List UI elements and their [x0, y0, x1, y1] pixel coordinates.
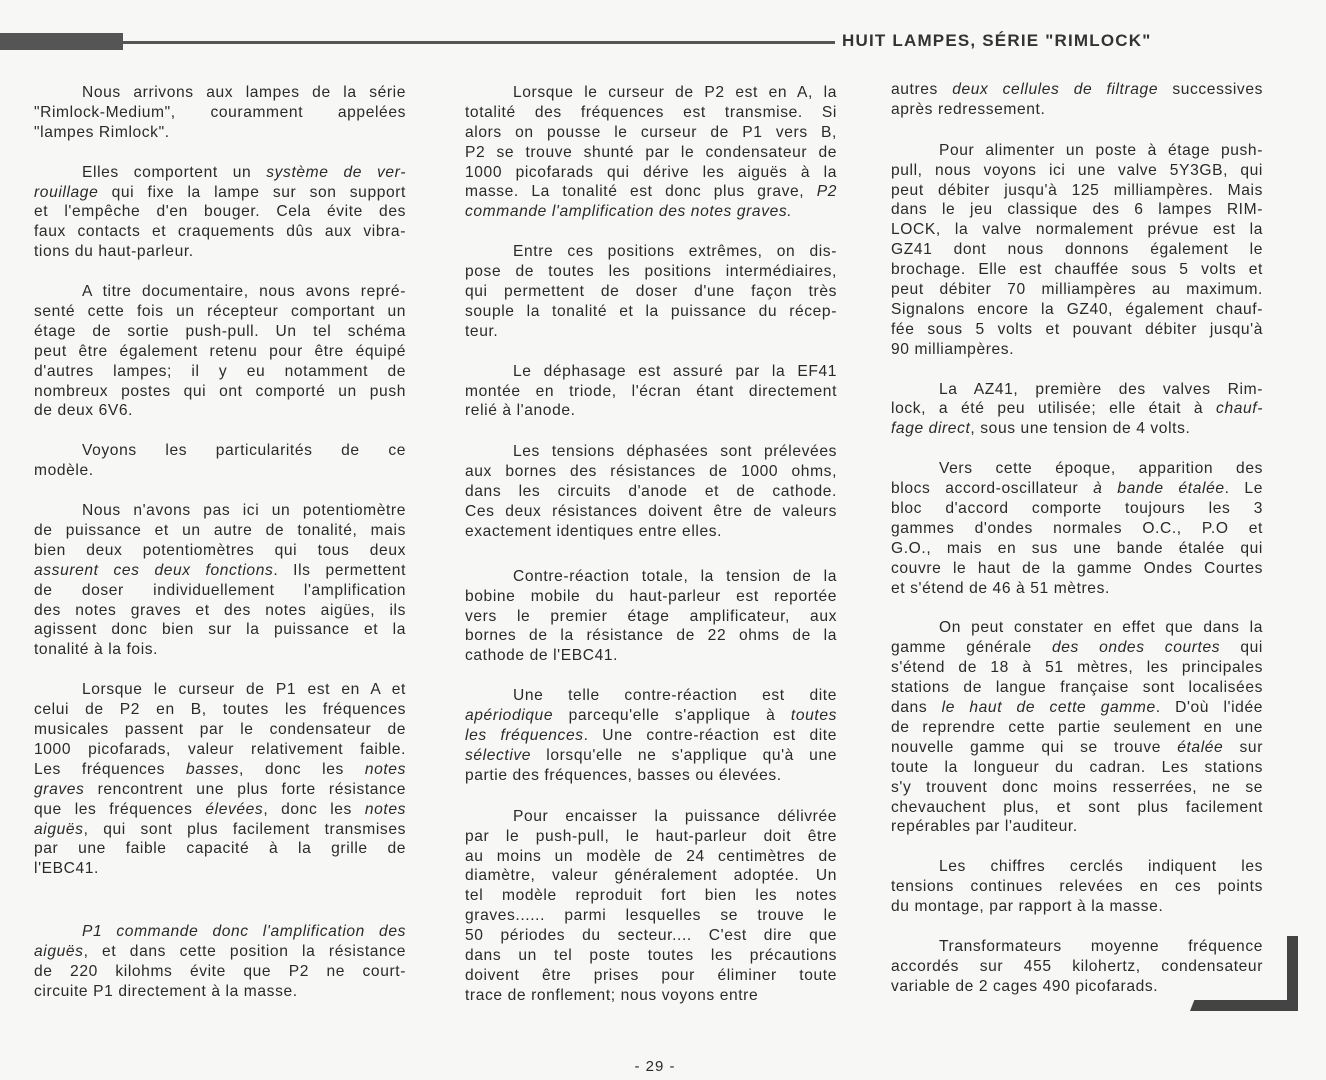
paragraph [891, 459, 1263, 598]
text-line [465, 202, 837, 222]
text: tensions continues relevées en ces points [891, 878, 1263, 896]
text: lock, a été peu utilisée; elle était à [891, 400, 1217, 418]
text-line [34, 362, 406, 382]
text: circuite P1 directement à la masse. [34, 982, 298, 1000]
text: P2 se trouve shunté par le condensateur de [465, 143, 837, 161]
text-line [34, 720, 406, 740]
text-line [34, 123, 406, 143]
text: LOCK, la valve normalement prévue est la [891, 221, 1263, 239]
text-line [891, 260, 1263, 280]
text-column-middle [465, 83, 837, 1006]
text: tel modèle reproduit fort bien les notes [465, 887, 837, 905]
text-column-right [891, 80, 1263, 997]
text: bobine mobile du haut-parleur est reportée [465, 587, 837, 605]
paragraph [891, 937, 1263, 997]
italic-text: deux cellules de filtrage [952, 81, 1159, 98]
text: couvre le haut de la gamme Ondes Courtes [891, 559, 1263, 577]
text: , sous une tension de 4 volts. [970, 420, 1191, 438]
text-line [34, 282, 406, 302]
text-line [891, 499, 1263, 519]
text: 50 périodes du secteur.... C'est dire que [465, 927, 837, 945]
text: pull, nous voyons ici une valve 5Y3GB, qui [891, 161, 1263, 179]
text-line [891, 738, 1263, 758]
text-line [891, 758, 1263, 778]
italic-text: fage direct [891, 420, 971, 438]
paragraph [34, 501, 406, 660]
text-line [465, 746, 837, 766]
corner-mark [1190, 1000, 1298, 1011]
text-line [465, 926, 837, 946]
paragraph [465, 83, 837, 222]
text-line [465, 322, 837, 342]
text: Voyons les particularités de ce [82, 442, 406, 460]
text-line [891, 141, 1263, 161]
text-line [34, 302, 406, 322]
text: accordés sur 455 kilohertz, condensateur [891, 957, 1263, 975]
text-line [465, 123, 837, 143]
text-line [34, 680, 406, 700]
text: tonalité à la fois. [34, 641, 159, 659]
text: "lampes Rimlock". [34, 123, 170, 141]
text: GZ41 dont nous donnons également le [891, 241, 1263, 259]
text: s'y trouvent donc moins resserrées, ne se [891, 778, 1263, 796]
text: de 220 kilohms évite que P2 ne court- [34, 962, 406, 980]
text: vers le premier étage amplificateur, aux [465, 607, 837, 625]
text: du montage, par rapport à la masse. [891, 898, 1164, 916]
text: dans un tel poste toutes les précautions [465, 946, 837, 964]
text-line [34, 800, 406, 820]
text-line [891, 937, 1263, 957]
paragraph [34, 441, 406, 481]
text: faux contacts et craquements dûs aux vibra- [34, 223, 406, 241]
italic-text: chauf- [1216, 400, 1263, 418]
text: . D'où l'idée [1155, 699, 1263, 717]
text-line [34, 521, 406, 541]
text: nombreux postes qui ont comporté un push [34, 382, 406, 400]
italic-text: P2 [816, 183, 837, 201]
text: après redressement. [891, 100, 1046, 118]
text: Contre-réaction totale, la tension de la [513, 567, 837, 585]
text: , qui sont plus facilement transmises [83, 820, 406, 838]
text-line [891, 579, 1263, 599]
text-line [891, 320, 1263, 340]
text-line [891, 698, 1263, 718]
text: qui fixe la lampe sur son support [98, 183, 406, 201]
text: de deux 6V6. [34, 402, 134, 420]
text: G.O., mais en sus une bande étalée qui [891, 539, 1263, 557]
text-line [465, 362, 837, 382]
text: , donc les [239, 760, 365, 778]
text-line [891, 220, 1263, 240]
paragraph [34, 282, 406, 421]
italic-text: aiguës [34, 943, 84, 961]
text: étage de sortie push-pull. Un tel schéma [34, 322, 406, 340]
text: , et dans cette position la résistance [83, 943, 406, 961]
text: 1000 picofarads, valeur relativement faible. [34, 740, 406, 758]
italic-text: élevées [205, 800, 264, 818]
italic-text: assurent ces deux fonctions [34, 561, 274, 579]
text-line [34, 620, 406, 640]
text-line [465, 686, 837, 706]
paragraph [465, 242, 837, 341]
text: exactement identiques entre elles. [465, 522, 723, 540]
text: bloc d'accord comporte toujours les 3 [891, 500, 1263, 518]
text: de doser individuellement l'amplification [34, 581, 406, 599]
italic-text: notes [364, 800, 406, 818]
text-line [465, 986, 837, 1006]
header-bar-block [0, 33, 123, 50]
text-line [891, 618, 1263, 638]
text-line [891, 539, 1263, 559]
italic-text: toutes [790, 707, 837, 725]
text: de puissance et un autre de tonalité, mais [34, 522, 406, 540]
text-line [891, 897, 1263, 917]
text-line [34, 581, 406, 601]
paragraph [891, 380, 1263, 440]
text: pose de toutes les positions intermédiaires, [465, 263, 837, 281]
text-line [465, 807, 837, 827]
text-line [891, 559, 1263, 579]
text-line [891, 280, 1263, 300]
text-line [891, 200, 1263, 220]
text-line [34, 820, 406, 840]
text-line [34, 401, 406, 421]
text-line [34, 242, 406, 262]
italic-text: les fréquences [465, 727, 584, 745]
text-line [465, 143, 837, 163]
text-line [34, 740, 406, 760]
italic-text: basses [186, 760, 240, 778]
italic-text: notes [364, 760, 406, 778]
text: Pour encaisser la puissance délivrée [513, 807, 837, 825]
text: Le déphasage est assuré par la EF41 [513, 362, 837, 380]
text: et l'empêche d'en bouger. Cela évite des [34, 203, 406, 221]
text: variable de 2 cages 490 picofarads. [891, 977, 1159, 995]
text: autres [891, 81, 953, 98]
text: Entre ces positions extrêmes, on dis- [513, 243, 837, 261]
corner-mark [1287, 936, 1298, 1011]
text: Nous arrivons aux lampes de la série [82, 84, 406, 101]
text: dans [891, 699, 942, 717]
text-line [34, 780, 406, 800]
text-line [891, 798, 1263, 818]
italic-text: système de ver- [266, 163, 406, 181]
text-line [34, 103, 406, 123]
paragraph [465, 567, 837, 666]
text-line [465, 626, 837, 646]
text: "Rimlock-Medium", couramment appelées [34, 103, 406, 121]
text-line [891, 857, 1263, 877]
text: senté cette fois un récepteur comportant un [34, 303, 406, 321]
text: fée sous 5 volts et pouvant débiter jusqu'à [891, 320, 1263, 338]
text: de reprendre cette partie seulement en une [891, 718, 1263, 736]
text-line [891, 380, 1263, 400]
text: Lorsque le curseur de P2 est en A, la [513, 84, 837, 101]
text: gammes d'ondes normales O.C., P.O et [891, 519, 1263, 537]
text: Elles comportent un [82, 163, 267, 181]
text-line [891, 678, 1263, 698]
text-line [34, 222, 406, 242]
text-line [465, 966, 837, 986]
header-rule [123, 41, 835, 44]
text-line [465, 866, 837, 886]
text-line [465, 262, 837, 282]
text-line [34, 700, 406, 720]
italic-text: à bande étalée [1093, 480, 1225, 498]
text: par une faible capacité à la grille de [34, 840, 406, 858]
text: qui [1220, 639, 1263, 657]
text: alors on pousse le curseur de P1 vers B, [465, 123, 837, 141]
text-line [465, 242, 837, 262]
text: sur [1223, 738, 1263, 756]
text: doivent être prises pour éliminer toute [465, 966, 837, 984]
text: Vers cette époque, apparition des [939, 460, 1263, 478]
text: des notes graves et des notes aigües, ils [34, 601, 406, 619]
text-line [891, 419, 1263, 439]
text: brochage. Elle est chauffée sous 5 volts et [891, 261, 1263, 279]
text-line [891, 399, 1263, 419]
text-line [891, 519, 1263, 539]
text-line [34, 760, 406, 780]
text: gamme générale [891, 639, 1052, 657]
text-line [465, 726, 837, 746]
text: cathode de l'EBC41. [465, 647, 619, 665]
text-line [465, 886, 837, 906]
text: qui permettent de doser d'une façon très [465, 283, 837, 301]
text-line [465, 607, 837, 627]
text-line [465, 906, 837, 926]
text: Les fréquences [34, 760, 187, 778]
text: par le push-pull, le haut-parleur doit être [465, 827, 837, 845]
text: dans le jeu classique des 6 lampes RIM- [891, 201, 1263, 219]
text: et s'étend de 46 à 51 mètres. [891, 579, 1110, 597]
text-line [465, 163, 837, 183]
paragraph [465, 442, 837, 541]
italic-text: commande l'amplification des notes graves. [465, 203, 793, 221]
text: On peut constater en effet que dans la [939, 619, 1263, 637]
paragraph [465, 686, 837, 785]
text-line [891, 977, 1263, 997]
text: Transformateurs moyenne fréquence [939, 937, 1263, 955]
text: peut être également retenu pour être équipé [34, 342, 406, 360]
text-line [465, 103, 837, 123]
text: trace de ronflement; nous voyons entre [465, 986, 759, 1004]
text-line [34, 561, 406, 581]
text: tions du haut-parleur. [34, 243, 194, 261]
paragraph [34, 680, 406, 879]
text-line [465, 522, 837, 542]
text: . Le [1224, 480, 1263, 498]
text-line [891, 161, 1263, 181]
paragraph [465, 362, 837, 422]
text: partie des fréquences, basses ou élevées. [465, 766, 782, 784]
text: Les chiffres cerclés indiquent les [939, 858, 1263, 876]
page-number: - 29 - [634, 1058, 676, 1075]
text-line [34, 183, 406, 203]
text-line [891, 340, 1263, 360]
text: bornes de la résistance de 22 ohms de la [465, 627, 837, 645]
text-line [465, 302, 837, 322]
text-line [465, 567, 837, 587]
text: , donc les [263, 800, 365, 818]
text-line [891, 240, 1263, 260]
text-line [34, 322, 406, 342]
text-line [34, 601, 406, 621]
paragraph [891, 857, 1263, 917]
text-line [465, 827, 837, 847]
text-line [891, 638, 1263, 658]
text-line [34, 342, 406, 362]
text-line [34, 382, 406, 402]
text-line [465, 401, 837, 421]
text-line [34, 962, 406, 982]
text-line [891, 718, 1263, 738]
text: Une telle contre-réaction est dite [513, 687, 837, 705]
text-line [34, 859, 406, 879]
text-line [34, 982, 406, 1002]
text: Signalons encore la GZ40, également chauf- [891, 300, 1263, 318]
text-line [465, 847, 837, 867]
text-line [891, 877, 1263, 897]
text: nouvelle gamme qui se trouve [891, 738, 1178, 756]
text: blocs accord-oscillateur [891, 480, 1094, 498]
text-line [891, 181, 1263, 201]
text-line [891, 300, 1263, 320]
text: . Une contre-réaction est dite [583, 727, 837, 745]
italic-text: des ondes courtes [1051, 639, 1221, 657]
text: masse. La tonalité est donc plus grave, [465, 183, 817, 201]
text-line [34, 202, 406, 222]
text-line [891, 778, 1263, 798]
text: Ces deux résistances doivent être de valeurs [465, 503, 837, 521]
text-line [34, 942, 406, 962]
text-line [465, 502, 837, 522]
text: relié à l'anode. [465, 402, 576, 420]
paragraph [891, 618, 1263, 837]
text: que les fréquences [34, 800, 206, 818]
text-line [465, 766, 837, 786]
text-line [34, 922, 406, 942]
text: Lorsque le curseur de P1 est en A et [82, 681, 406, 699]
italic-text: aiguës [34, 820, 84, 838]
text-line [891, 957, 1263, 977]
text: teur. [465, 322, 499, 340]
text-line [465, 83, 837, 103]
italic-text: étalée [1177, 738, 1224, 756]
text: aux bornes des résistances de 1000 ohms, [465, 463, 837, 481]
text: rencontrent une plus forte résistance [84, 780, 406, 798]
text: . Ils permettent [273, 561, 406, 579]
text: dans les circuits d'anode et de cathode. [465, 483, 837, 501]
running-header-title: HUIT LAMPES, SÉRIE "RIMLOCK" [842, 31, 1152, 50]
text: toute la longueur du cadran. Les stations [891, 758, 1263, 776]
italic-text: sélective [465, 746, 532, 764]
text: Nous n'avons pas ici un potentiomètre [82, 502, 406, 520]
text: successives [1158, 81, 1263, 98]
italic-text: P1 commande donc l'amplification des [82, 923, 406, 941]
italic-text: graves [34, 780, 85, 798]
text-column-left [34, 83, 406, 1002]
paragraph [34, 83, 406, 143]
italic-text: le haut de cette gamme [941, 699, 1156, 717]
text: stations de langue française sont localisées [891, 679, 1263, 697]
text-line [34, 541, 406, 561]
paragraph [465, 807, 837, 1006]
text-line [34, 461, 406, 481]
text-line [465, 946, 837, 966]
text: La AZ41, première des valves Rim- [939, 380, 1263, 398]
text-line [465, 482, 837, 502]
text: 90 milliampères. [891, 340, 1015, 358]
text: modèle. [34, 462, 94, 480]
text-line [34, 640, 406, 660]
text: celui de P2 en B, toutes les fréquences [34, 701, 406, 719]
text: s'étend de 18 à 51 mètres, les principales [891, 659, 1263, 677]
paragraph [34, 922, 406, 1002]
text-line [891, 658, 1263, 678]
text: souple la tonalité et la puissance du récep- [465, 302, 837, 320]
text-line [465, 587, 837, 607]
text: lorsqu'elle ne s'applique qu'à une [531, 746, 837, 764]
text-line [465, 646, 837, 666]
text-line [465, 382, 837, 402]
paragraph [891, 80, 1263, 120]
text: Pour alimenter un poste à étage push- [939, 141, 1263, 159]
text: parcequ'elle s'applique à [553, 707, 791, 725]
text: peut débiter 70 milliampères au maximum. [891, 281, 1263, 299]
text-line [34, 441, 406, 461]
italic-text: rouillage [34, 183, 99, 201]
text: bien deux potentiomètres qui tous deux [34, 541, 406, 559]
text-line [891, 80, 1263, 100]
text-line [34, 163, 406, 183]
text: agissent donc bien sur la puissance et la [34, 621, 406, 639]
text-line [465, 282, 837, 302]
paragraph [891, 141, 1263, 360]
text-line [34, 83, 406, 103]
text-line [465, 442, 837, 462]
text-line [891, 459, 1263, 479]
text-line [465, 462, 837, 482]
text: au moins un modèle de 24 centimètres de [465, 847, 837, 865]
text: repérables par l'auditeur. [891, 818, 1078, 836]
text-line [465, 706, 837, 726]
text-line [891, 479, 1263, 499]
italic-text: apériodique [465, 707, 554, 725]
text: diamètre, valeur généralement adoptée. Un [465, 867, 837, 885]
text: graves...... parmi lesquelles se trouve le [465, 907, 837, 925]
text: peut débiter jusqu'à 125 milliampères. Mais [891, 181, 1263, 199]
text: chevauchent plus, et sont plus facilement [891, 798, 1263, 816]
paragraph [34, 163, 406, 262]
text: musicales passent par le condensateur de [34, 721, 406, 739]
text: A titre documentaire, nous avons repré- [82, 283, 406, 301]
text-line [465, 182, 837, 202]
text-line [34, 501, 406, 521]
text-line [891, 100, 1263, 120]
text: 1000 picofarads qui dérive les aiguës à la [465, 163, 837, 181]
text: Les tensions déphasées sont prélevées [513, 443, 837, 461]
text-line [891, 817, 1263, 837]
text-line [34, 839, 406, 859]
text: d'autres lampes; il y eu notamment de [34, 362, 406, 380]
text: montée en triode, l'écran étant directement [465, 382, 837, 400]
text: totalité des fréquences est transmise. Si [465, 103, 837, 121]
text: l'EBC41. [34, 860, 99, 878]
